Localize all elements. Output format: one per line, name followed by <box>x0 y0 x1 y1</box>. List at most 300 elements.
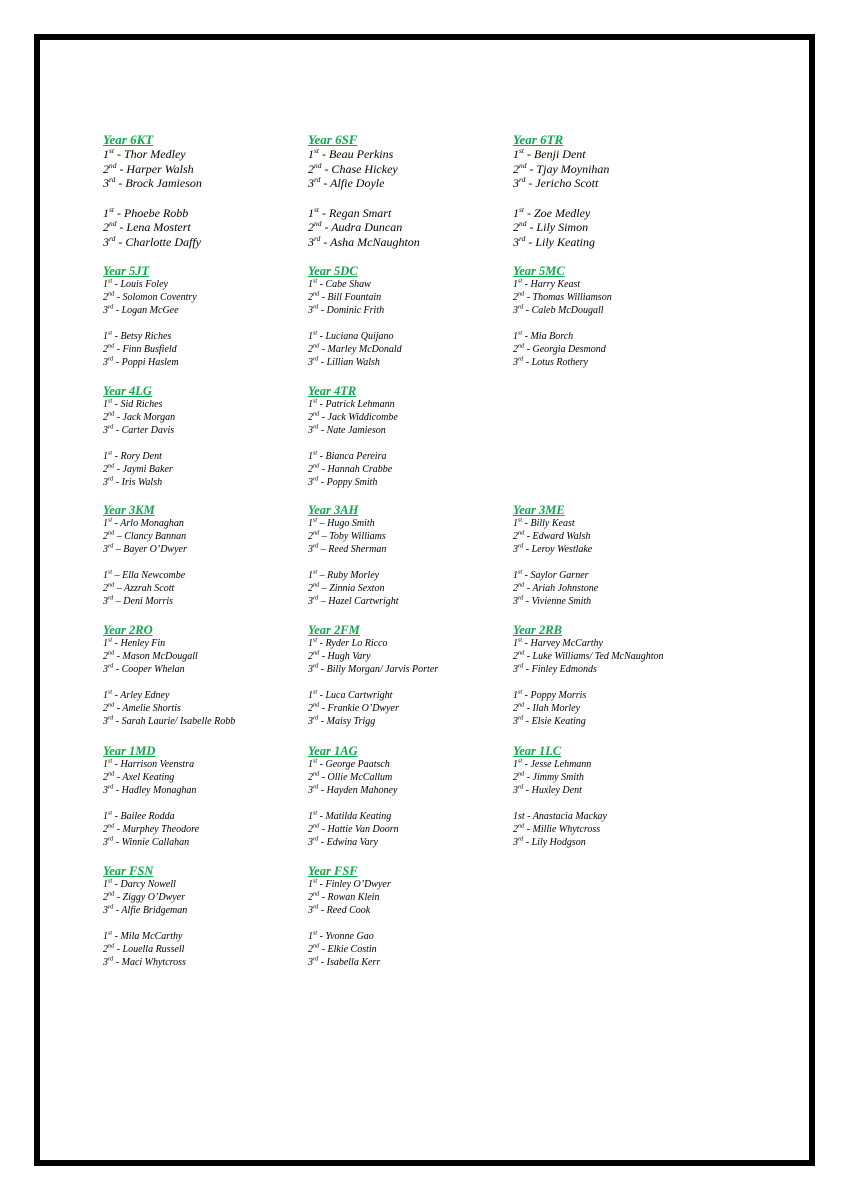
placing-entry <box>103 530 308 543</box>
student-name: - Harrison Veenstra <box>112 759 195 770</box>
student-name: - Leroy Westlake <box>523 544 593 555</box>
place-number: 1 <box>513 331 518 342</box>
student-name: - Alfie Bridgeman <box>113 905 188 916</box>
place-suffix: nd <box>313 529 320 537</box>
student-name: - Jericho Scott <box>525 176 599 190</box>
placing-entry <box>308 206 513 221</box>
place-suffix: st <box>314 146 319 155</box>
place-number: 1 <box>103 399 108 410</box>
class-heading: Year FSF <box>308 864 358 878</box>
placing-entry <box>103 637 308 650</box>
place-number: 2 <box>513 161 519 176</box>
placing-entry <box>513 517 718 530</box>
place-suffix: nd <box>313 942 320 950</box>
place-suffix: st <box>518 277 523 285</box>
place-suffix: nd <box>108 529 115 537</box>
placing-entry <box>103 278 308 291</box>
place-suffix: st <box>518 568 523 576</box>
student-name: - Vivienne Smith <box>523 596 592 607</box>
student-name: - Poppi Haslem <box>113 357 179 368</box>
place-suffix: rd <box>108 955 114 963</box>
place-suffix: rd <box>313 662 319 670</box>
placing-entry <box>513 330 718 343</box>
place-suffix: st <box>313 568 318 576</box>
place-number: 3 <box>308 716 313 727</box>
student-name: - Cabe Shaw <box>317 279 371 290</box>
place-number: 2 <box>308 531 313 542</box>
placing-entry <box>513 784 718 797</box>
student-name: - Amelie Shortis <box>114 703 181 714</box>
placing-entry <box>103 689 308 702</box>
class-column <box>103 503 308 608</box>
place-number: 2 <box>513 772 518 783</box>
place-number: 2 <box>103 703 108 714</box>
placing-entry <box>103 330 308 343</box>
student-name: - Phoebe Robb <box>113 205 189 220</box>
placing-entry <box>513 582 718 595</box>
student-name: - Zoe Medley <box>523 205 591 220</box>
place-number: 1 <box>513 279 518 290</box>
student-name: - Sid Riches <box>112 399 163 410</box>
placing-entry <box>513 304 718 317</box>
place-suffix: nd <box>518 529 525 537</box>
student-name: - Finn Busfield <box>114 344 177 355</box>
place-suffix: rd <box>108 662 114 670</box>
placing-entry <box>308 356 513 369</box>
place-suffix: rd <box>518 783 524 791</box>
place-suffix: nd <box>313 649 320 657</box>
placing-entry <box>308 398 513 411</box>
student-name: – Reed Sherman <box>318 544 387 555</box>
place-number: 3 <box>513 357 518 368</box>
place-suffix: st <box>518 516 523 524</box>
place-number: 2 <box>308 583 313 594</box>
place-suffix: st <box>108 757 113 765</box>
place-number: 2 <box>513 824 518 835</box>
class-column <box>513 503 718 608</box>
place-number: 3 <box>513 785 518 796</box>
placing-entry <box>308 930 513 943</box>
place-suffix: st <box>518 636 523 644</box>
place-suffix: rd <box>518 303 524 311</box>
placing-entry <box>513 343 718 356</box>
class-heading: Year 6SF <box>308 132 358 147</box>
place-suffix: st <box>518 757 523 765</box>
place-number: 3 <box>308 234 314 249</box>
place-suffix: st <box>519 204 524 214</box>
place-suffix: rd <box>313 355 319 363</box>
student-name: – Ruby Morley <box>317 570 380 581</box>
place-suffix: st <box>108 688 113 696</box>
student-name: - Asha McNaughton <box>320 234 420 249</box>
placing-entry <box>103 463 308 476</box>
student-name: - Tjay Moynihan <box>526 161 610 176</box>
place-number: 1 <box>103 331 108 342</box>
place-number: 2 <box>308 824 313 835</box>
placing-entry <box>103 411 308 424</box>
placing-entry <box>308 147 513 162</box>
placing-entry <box>513 162 718 177</box>
placing-entry <box>513 595 718 608</box>
student-name: - Jack Morgan <box>114 412 176 423</box>
student-name: - Lena Mostert <box>116 220 191 234</box>
place-suffix: rd <box>313 423 319 431</box>
place-number: 2 <box>513 344 518 355</box>
placing-entry <box>308 823 513 836</box>
student-name: - Bianca Pereira <box>317 451 387 462</box>
class-heading: Year 6TR <box>513 132 564 147</box>
place-number: 2 <box>103 220 109 234</box>
placing-entry <box>513 543 718 556</box>
place-number: 2 <box>103 344 108 355</box>
student-name: - Dominic Frith <box>318 305 385 316</box>
placing-entry <box>308 476 513 489</box>
placing-entry <box>308 330 513 343</box>
placing-entry <box>513 650 718 663</box>
student-name: - Maisy Trigg <box>318 716 376 727</box>
placing-entry <box>103 784 308 797</box>
class-heading: Year 2FM <box>308 623 360 637</box>
class-column <box>308 864 513 969</box>
placing-entry <box>513 637 718 650</box>
place-suffix: nd <box>518 290 525 298</box>
place-number: 3 <box>103 477 108 488</box>
student-name: - Ollie McCallum <box>319 772 393 783</box>
place-number: 2 <box>513 220 519 234</box>
place-suffix: st <box>108 397 113 405</box>
place-number: 1 <box>308 518 313 529</box>
student-name: - Mila McCarthy <box>112 931 183 942</box>
place-number: 2 <box>308 161 314 176</box>
student-name: - Lily Hodgson <box>523 837 586 848</box>
place-suffix: st <box>313 809 318 817</box>
place-suffix: rd <box>518 714 524 722</box>
place-number: 1 <box>103 638 108 649</box>
class-column <box>513 264 718 369</box>
class-heading: Year 4TR <box>308 384 357 398</box>
place-number: 2 <box>513 292 518 303</box>
student-name: – Hazel Cartwright <box>318 596 399 607</box>
student-name: - Caleb McDougall <box>523 305 604 316</box>
place-suffix: nd <box>518 701 525 709</box>
student-name: - Luke Williams/ Ted McNaughton <box>524 651 664 662</box>
placing-entry <box>308 543 513 556</box>
place-suffix: rd <box>518 662 524 670</box>
student-name: - Louella Russell <box>114 944 185 955</box>
placing-entry <box>103 206 308 221</box>
placing-entry <box>308 650 513 663</box>
place-suffix: nd <box>518 770 525 778</box>
class-heading: Year 1MD <box>103 744 156 758</box>
place-suffix: rd <box>313 903 319 911</box>
placing-entry <box>103 220 308 235</box>
student-name: - Hannah Crabbe <box>319 464 393 475</box>
place-suffix: st <box>108 449 113 457</box>
student-name: - Hayden Mahoney <box>318 785 398 796</box>
place-number: 1 <box>308 399 313 410</box>
place-suffix: rd <box>518 835 524 843</box>
placing-entry <box>103 356 308 369</box>
student-name: - Harry Keast <box>522 279 581 290</box>
place-number: 3 <box>308 305 313 316</box>
placing-entry <box>103 450 308 463</box>
place-suffix: rd <box>313 835 319 843</box>
place-suffix: rd <box>109 233 116 243</box>
place-number: 1 <box>308 879 313 890</box>
group-spacer <box>513 317 718 330</box>
place-suffix: nd <box>108 462 115 470</box>
student-name: - Louis Foley <box>112 279 168 290</box>
place-number: 1 <box>513 147 519 161</box>
student-name: - Maci Whytcross <box>113 957 186 968</box>
class-heading: Year 1LC <box>513 744 562 758</box>
placing-entry <box>308 595 513 608</box>
place-suffix: rd <box>108 835 114 843</box>
place-number: 2 <box>308 651 313 662</box>
student-name: - Ziggy O’Dwyer <box>114 892 186 903</box>
student-name: - Elsie Keating <box>523 716 586 727</box>
class-heading: Year 5MC <box>513 264 565 278</box>
place-suffix: st <box>109 146 114 155</box>
placing-entry <box>308 771 513 784</box>
placing-entry <box>513 220 718 235</box>
place-number: 3 <box>513 544 518 555</box>
place-number: 2 <box>308 220 314 234</box>
class-column <box>103 744 308 849</box>
placing-entry <box>103 343 308 356</box>
place-suffix: st <box>518 688 523 696</box>
place-number: 2 <box>513 531 518 542</box>
student-name: - George Paatsch <box>317 759 390 770</box>
student-name: - Mia Borch <box>522 331 574 342</box>
student-name: - Poppy Morris <box>522 690 587 701</box>
place-suffix: nd <box>108 581 115 589</box>
place-number: 2 <box>103 464 108 475</box>
place-number: 3 <box>103 596 108 607</box>
place-suffix: st <box>108 636 113 644</box>
placing-entry <box>513 758 718 771</box>
place-number: 2 <box>308 892 313 903</box>
class-heading: Year 3ME <box>513 503 565 517</box>
place-suffix: st <box>313 877 318 885</box>
class-column <box>103 264 308 369</box>
placing-entry <box>308 450 513 463</box>
place-suffix: st <box>108 516 113 524</box>
student-name: - Luciana Quijano <box>317 331 394 342</box>
placing-entry <box>103 235 308 250</box>
place-suffix: nd <box>518 342 525 350</box>
placing-entry <box>308 878 513 891</box>
group-spacer <box>103 437 308 450</box>
student-name: - Ryder Lo Ricco <box>317 638 388 649</box>
placing-entry <box>513 278 718 291</box>
placing-entry <box>103 582 308 595</box>
place-number: 1 <box>103 931 108 942</box>
placing-entry <box>103 176 308 191</box>
placing-entry <box>308 162 513 177</box>
place-number: 1 <box>103 147 109 161</box>
place-suffix: nd <box>108 942 115 950</box>
place-suffix: nd <box>313 410 320 418</box>
place-number: 1 <box>103 279 108 290</box>
class-heading: Year 2RO <box>103 623 153 637</box>
placing-entry <box>103 702 308 715</box>
student-name: - Sarah Laurie/ Isabelle Robb <box>113 716 236 727</box>
place-number: 3 <box>103 957 108 968</box>
student-name: - Jesse Lehmann <box>522 759 592 770</box>
group-spacer <box>103 917 308 930</box>
student-name: - Isabella Kerr <box>318 957 381 968</box>
placing-entry <box>513 663 718 676</box>
place-number: 3 <box>513 837 518 848</box>
placing-entry <box>513 291 718 304</box>
class-heading: Year FSN <box>103 864 154 878</box>
place-number: 1 <box>513 690 518 701</box>
placing-entry <box>308 235 513 250</box>
place-number: 1 <box>308 931 313 942</box>
place-number: 1 <box>513 759 518 770</box>
placing-entry <box>513 823 718 836</box>
student-name: – Clancy Bannan <box>114 531 187 542</box>
placing-entry <box>103 517 308 530</box>
place-number: 1 <box>308 279 313 290</box>
placing-entry <box>308 715 513 728</box>
place-number: 2 <box>103 412 108 423</box>
place-suffix: nd <box>519 160 527 170</box>
place-number: 2 <box>103 772 108 783</box>
place-number: 2 <box>513 703 518 714</box>
student-name: - Elkie Costin <box>319 944 377 955</box>
place-number: 2 <box>308 292 313 303</box>
placing-entry <box>513 810 718 823</box>
student-name: - Hadley Monaghan <box>113 785 197 796</box>
place-number: 3 <box>513 664 518 675</box>
placing-entry <box>103 836 308 849</box>
placing-entry <box>103 904 308 917</box>
place-suffix: st <box>108 568 113 576</box>
student-name: - Saylor Garner <box>522 570 589 581</box>
student-name: - Patrick Lehmann <box>317 399 395 410</box>
class-column <box>513 744 718 849</box>
place-number: 1 <box>308 759 313 770</box>
student-name: - Winnie Callahan <box>113 837 190 848</box>
place-suffix: nd <box>108 822 115 830</box>
place-suffix: rd <box>108 542 114 550</box>
placing-entry <box>308 637 513 650</box>
place-number: 3 <box>308 957 313 968</box>
place-number: 3 <box>103 785 108 796</box>
place-number: 3 <box>308 544 313 555</box>
placing-entry <box>103 304 308 317</box>
placing-entry <box>103 810 308 823</box>
student-name: - Jack Widdicombe <box>319 412 398 423</box>
student-name: - Ilah Morley <box>524 703 581 714</box>
class-heading: Year 5DC <box>308 264 358 278</box>
placing-entry <box>103 543 308 556</box>
place-suffix: rd <box>519 175 526 184</box>
student-name: - Billy Keast <box>522 518 575 529</box>
place-number: 3 <box>308 425 313 436</box>
student-name: – Zinnia Sexton <box>319 583 385 594</box>
student-name: - Darcy Nowell <box>112 879 176 890</box>
place-suffix: rd <box>313 783 319 791</box>
place-number: 1 <box>308 570 313 581</box>
place-suffix: rd <box>314 233 321 243</box>
place-suffix: rd <box>108 594 114 602</box>
place-suffix: st <box>313 929 318 937</box>
place-number: 3 <box>103 234 109 249</box>
place-suffix: rd <box>313 303 319 311</box>
student-name: – Toby Williams <box>319 531 386 542</box>
placing-entry <box>308 304 513 317</box>
group-spacer <box>308 437 513 450</box>
place-number: 1 <box>308 147 314 161</box>
student-name: - Finley Edmonds <box>523 664 597 675</box>
place-number: 2 <box>103 892 108 903</box>
place-suffix: st <box>108 929 113 937</box>
group-spacer <box>103 191 308 206</box>
student-name: - Lily Keating <box>525 234 596 249</box>
place-suffix: rd <box>518 594 524 602</box>
student-name: - Harvey McCarthy <box>522 638 603 649</box>
place-suffix: nd <box>109 160 117 170</box>
place-suffix: nd <box>108 342 115 350</box>
place-suffix: rd <box>313 955 319 963</box>
student-name: - Matilda Keating <box>317 811 392 822</box>
student-name: – Bayer O’Dwyer <box>113 544 187 555</box>
placing-entry <box>308 569 513 582</box>
class-column <box>103 623 308 728</box>
place-number: 3 <box>308 357 313 368</box>
place-number: 3 <box>308 664 313 675</box>
class-heading: Year 3AH <box>308 503 359 517</box>
student-name: - Finley O’Dwyer <box>317 879 391 890</box>
place-number: 1 <box>103 451 108 462</box>
place-suffix: st <box>108 809 113 817</box>
placing-entry <box>308 904 513 917</box>
place-suffix: rd <box>108 783 114 791</box>
place-number: 1 <box>513 638 518 649</box>
student-name: - Rory Dent <box>112 451 162 462</box>
place-number: 2 <box>103 531 108 542</box>
place-suffix: rd <box>313 475 319 483</box>
place-suffix: nd <box>108 649 115 657</box>
placing-entry <box>308 176 513 191</box>
placing-entry <box>103 476 308 489</box>
place-suffix: nd <box>313 890 320 898</box>
place-suffix: nd <box>313 462 320 470</box>
placing-entry <box>103 595 308 608</box>
student-name: - Alfie Doyle <box>320 176 385 190</box>
place-number: 2 <box>308 703 313 714</box>
place-number: 1 <box>103 205 109 220</box>
student-name: - Frankie O’Dwyer <box>319 703 399 714</box>
place-suffix: st <box>519 146 524 155</box>
placing-entry <box>308 810 513 823</box>
place-number: 2 <box>308 464 313 475</box>
place-suffix: rd <box>313 542 319 550</box>
class-heading: Year 3KM <box>103 503 155 517</box>
student-name: - Audra Duncan <box>321 220 403 234</box>
place-number: 3 <box>308 477 313 488</box>
place-number: 1 <box>308 638 313 649</box>
student-name: - Lily Simon <box>526 220 589 234</box>
group-spacer <box>513 191 718 206</box>
place-number: 2 <box>103 944 108 955</box>
student-name: - Georgia Desmond <box>524 344 606 355</box>
place-number: 3 <box>103 357 108 368</box>
place-number: 2 <box>103 583 108 594</box>
